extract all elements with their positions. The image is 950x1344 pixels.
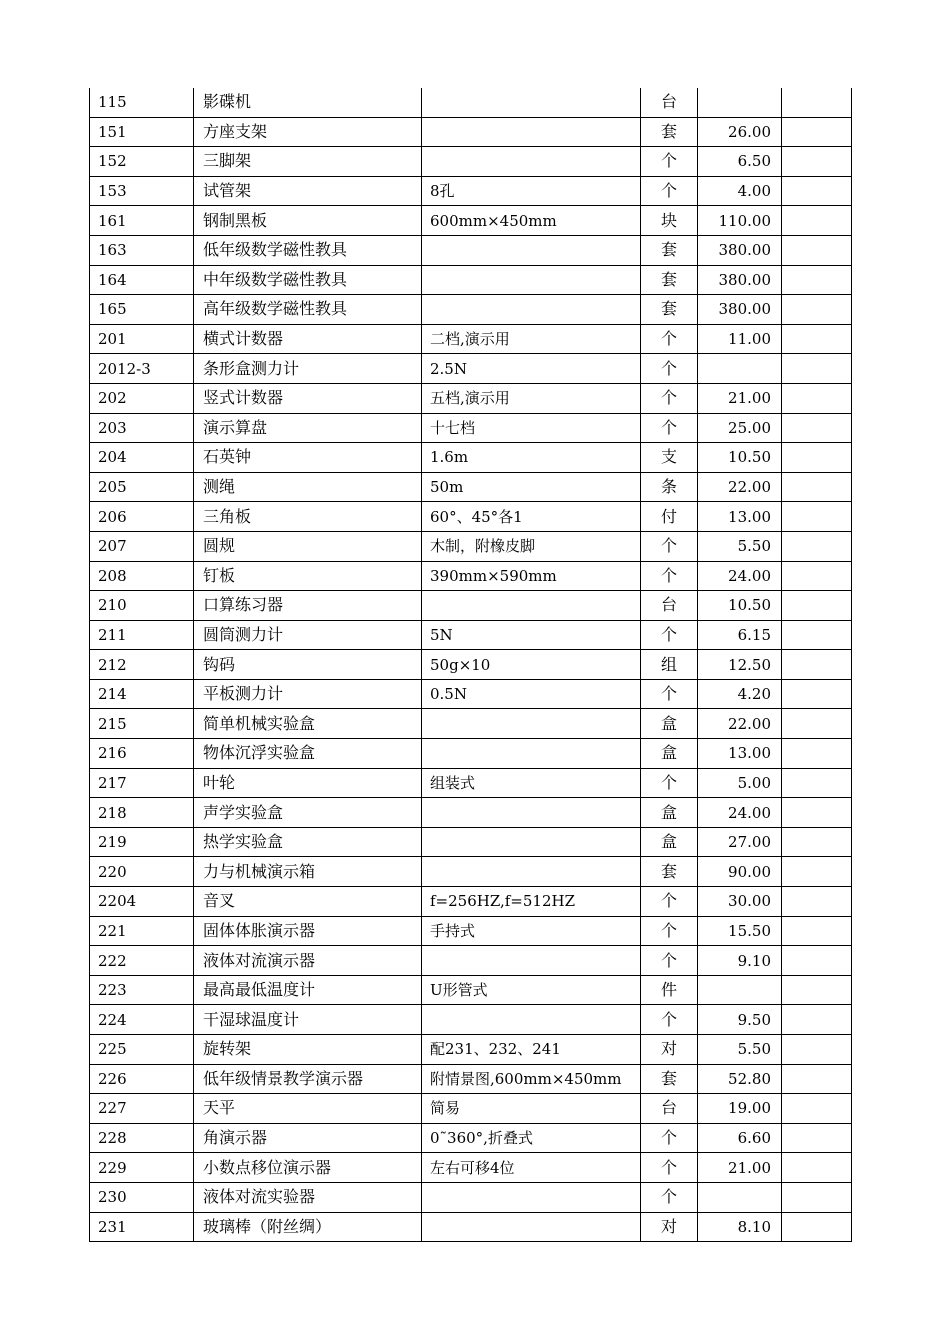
table-row <box>90 798 852 828</box>
item-name-cell: 方座支架 <box>194 117 422 147</box>
item-name-cell: 横式计数器 <box>194 324 422 354</box>
item-code-cell: 208 <box>90 561 194 591</box>
item-price-cell: 4.00 <box>698 176 782 206</box>
item-note-cell <box>782 1123 852 1153</box>
item-note-cell <box>782 591 852 621</box>
item-name-cell: 测绳 <box>194 472 422 502</box>
item-name-cell: 石英钟 <box>194 443 422 473</box>
item-note-cell <box>782 176 852 206</box>
item-unit-cell: 支 <box>641 443 698 473</box>
item-code-cell: 201 <box>90 324 194 354</box>
table-row <box>90 502 852 532</box>
item-price-cell <box>698 975 782 1005</box>
item-price-cell: 25.00 <box>698 413 782 443</box>
table-row <box>90 975 852 1005</box>
table-row <box>90 679 852 709</box>
item-note-cell <box>782 1212 852 1242</box>
item-name-cell: 旋转架 <box>194 1035 422 1065</box>
item-price-cell: 110.00 <box>698 206 782 236</box>
item-price-cell: 4.20 <box>698 679 782 709</box>
item-spec-cell <box>422 117 641 147</box>
table-row <box>90 354 852 384</box>
item-name-cell: 物体沉浮实验盒 <box>194 739 422 769</box>
item-unit-cell: 套 <box>641 235 698 265</box>
item-spec-cell <box>422 1182 641 1212</box>
table-row <box>90 1153 852 1183</box>
item-name-cell: 试管架 <box>194 176 422 206</box>
item-unit-cell: 套 <box>641 295 698 325</box>
item-price-cell: 21.00 <box>698 383 782 413</box>
item-note-cell <box>782 1182 852 1212</box>
item-name-cell: 中年级数学磁性教具 <box>194 265 422 295</box>
item-name-cell: 低年级情景教学演示器 <box>194 1064 422 1094</box>
item-price-cell: 6.15 <box>698 620 782 650</box>
item-unit-cell: 个 <box>641 768 698 798</box>
item-spec-cell: 2.5N <box>422 354 641 384</box>
item-spec-cell: 50m <box>422 472 641 502</box>
item-price-cell: 5.00 <box>698 768 782 798</box>
item-spec-cell <box>422 739 641 769</box>
table-row <box>90 1064 852 1094</box>
item-price-cell: 24.00 <box>698 798 782 828</box>
item-name-cell: 固体体胀演示器 <box>194 916 422 946</box>
item-code-cell: 152 <box>90 147 194 177</box>
item-note-cell <box>782 206 852 236</box>
item-name-cell: 小数点移位演示器 <box>194 1153 422 1183</box>
item-note-cell <box>782 1153 852 1183</box>
item-note-cell <box>782 857 852 887</box>
item-price-cell: 10.50 <box>698 443 782 473</box>
item-price-cell <box>698 88 782 117</box>
table-row <box>90 1035 852 1065</box>
item-note-cell <box>782 354 852 384</box>
item-name-cell: 角演示器 <box>194 1123 422 1153</box>
item-code-cell: 161 <box>90 206 194 236</box>
equipment-price-table <box>89 88 852 1242</box>
item-name-cell: 三脚架 <box>194 147 422 177</box>
item-spec-cell <box>422 88 641 117</box>
item-note-cell <box>782 679 852 709</box>
item-price-cell: 9.10 <box>698 946 782 976</box>
table-row <box>90 739 852 769</box>
item-unit-cell: 台 <box>641 591 698 621</box>
item-unit-cell: 个 <box>641 561 698 591</box>
item-spec-cell: f=256HZ,f=512HZ <box>422 887 641 917</box>
item-price-cell: 22.00 <box>698 472 782 502</box>
item-spec-cell <box>422 295 641 325</box>
item-code-cell: 221 <box>90 916 194 946</box>
table-row <box>90 561 852 591</box>
item-price-cell: 9.50 <box>698 1005 782 1035</box>
item-unit-cell: 个 <box>641 946 698 976</box>
item-code-cell: 217 <box>90 768 194 798</box>
item-price-cell: 10.50 <box>698 591 782 621</box>
item-name-cell: 竖式计数器 <box>194 383 422 413</box>
table-row <box>90 1094 852 1124</box>
item-unit-cell: 个 <box>641 147 698 177</box>
table-row <box>90 295 852 325</box>
item-name-cell: 高年级数学磁性教具 <box>194 295 422 325</box>
item-spec-cell <box>422 235 641 265</box>
item-unit-cell: 个 <box>641 383 698 413</box>
item-unit-cell: 个 <box>641 620 698 650</box>
item-note-cell <box>782 1094 852 1124</box>
table-row <box>90 235 852 265</box>
item-code-cell: 219 <box>90 827 194 857</box>
item-code-cell: 228 <box>90 1123 194 1153</box>
item-unit-cell: 个 <box>641 176 698 206</box>
table-row <box>90 887 852 917</box>
item-name-cell: 天平 <box>194 1094 422 1124</box>
item-price-cell: 13.00 <box>698 739 782 769</box>
item-name-cell: 干湿球温度计 <box>194 1005 422 1035</box>
item-spec-cell: 0.5N <box>422 679 641 709</box>
item-code-cell: 223 <box>90 975 194 1005</box>
item-unit-cell: 个 <box>641 531 698 561</box>
item-code-cell: 151 <box>90 117 194 147</box>
item-unit-cell: 付 <box>641 502 698 532</box>
table-row <box>90 1182 852 1212</box>
item-spec-cell <box>422 591 641 621</box>
item-code-cell: 211 <box>90 620 194 650</box>
item-note-cell <box>782 413 852 443</box>
item-code-cell: 204 <box>90 443 194 473</box>
item-price-cell: 24.00 <box>698 561 782 591</box>
item-code-cell: 202 <box>90 383 194 413</box>
table-row <box>90 206 852 236</box>
item-price-cell: 15.50 <box>698 916 782 946</box>
item-note-cell <box>782 147 852 177</box>
item-code-cell: 164 <box>90 265 194 295</box>
item-name-cell: 叶轮 <box>194 768 422 798</box>
item-name-cell: 口算练习器 <box>194 591 422 621</box>
item-code-cell: 210 <box>90 591 194 621</box>
item-name-cell: 声学实验盒 <box>194 798 422 828</box>
item-unit-cell: 盒 <box>641 709 698 739</box>
item-price-cell: 5.50 <box>698 1035 782 1065</box>
item-spec-cell: 左右可移4位 <box>422 1153 641 1183</box>
item-note-cell <box>782 620 852 650</box>
item-name-cell: 液体对流演示器 <box>194 946 422 976</box>
item-spec-cell <box>422 827 641 857</box>
item-name-cell: 平板测力计 <box>194 679 422 709</box>
table-row <box>90 650 852 680</box>
item-spec-cell: 附情景图,600mm×450mm <box>422 1064 641 1094</box>
item-note-cell <box>782 975 852 1005</box>
item-note-cell <box>782 502 852 532</box>
item-spec-cell: 简易 <box>422 1094 641 1124</box>
item-code-cell: 205 <box>90 472 194 502</box>
item-code-cell: 224 <box>90 1005 194 1035</box>
item-code-cell: 215 <box>90 709 194 739</box>
item-note-cell <box>782 235 852 265</box>
item-note-cell <box>782 472 852 502</box>
item-name-cell: 最高最低温度计 <box>194 975 422 1005</box>
item-name-cell: 影碟机 <box>194 88 422 117</box>
item-spec-cell <box>422 857 641 887</box>
item-name-cell: 音叉 <box>194 887 422 917</box>
item-spec-cell: 组装式 <box>422 768 641 798</box>
table-row <box>90 620 852 650</box>
table-row <box>90 88 852 117</box>
item-price-cell: 5.50 <box>698 531 782 561</box>
item-unit-cell: 个 <box>641 324 698 354</box>
item-name-cell: 条形盒测力计 <box>194 354 422 384</box>
item-price-cell: 52.80 <box>698 1064 782 1094</box>
item-code-cell: 206 <box>90 502 194 532</box>
item-unit-cell: 盒 <box>641 827 698 857</box>
item-spec-cell: 十七档 <box>422 413 641 443</box>
item-name-cell: 演示算盘 <box>194 413 422 443</box>
item-spec-cell: 0˜360°,折叠式 <box>422 1123 641 1153</box>
table-row <box>90 147 852 177</box>
item-code-cell: 115 <box>90 88 194 117</box>
item-code-cell: 212 <box>90 650 194 680</box>
item-unit-cell: 个 <box>641 679 698 709</box>
item-code-cell: 2012-3 <box>90 354 194 384</box>
item-note-cell <box>782 383 852 413</box>
item-note-cell <box>782 1064 852 1094</box>
item-price-cell: 22.00 <box>698 709 782 739</box>
item-unit-cell: 条 <box>641 472 698 502</box>
table-row <box>90 591 852 621</box>
item-note-cell <box>782 443 852 473</box>
item-note-cell <box>782 117 852 147</box>
item-unit-cell: 台 <box>641 1094 698 1124</box>
table-row <box>90 768 852 798</box>
item-code-cell: 153 <box>90 176 194 206</box>
item-code-cell: 222 <box>90 946 194 976</box>
table-row <box>90 827 852 857</box>
item-unit-cell: 个 <box>641 1123 698 1153</box>
table-body <box>90 88 852 1242</box>
item-price-cell: 380.00 <box>698 235 782 265</box>
item-unit-cell: 盒 <box>641 739 698 769</box>
item-note-cell <box>782 1005 852 1035</box>
item-price-cell <box>698 1182 782 1212</box>
item-note-cell <box>782 88 852 117</box>
table-row <box>90 324 852 354</box>
item-spec-cell <box>422 798 641 828</box>
item-code-cell: 216 <box>90 739 194 769</box>
item-name-cell: 钩码 <box>194 650 422 680</box>
item-code-cell: 231 <box>90 1212 194 1242</box>
item-price-cell: 26.00 <box>698 117 782 147</box>
item-price-cell: 19.00 <box>698 1094 782 1124</box>
item-note-cell <box>782 295 852 325</box>
item-code-cell: 214 <box>90 679 194 709</box>
item-unit-cell: 件 <box>641 975 698 1005</box>
item-spec-cell: U形管式 <box>422 975 641 1005</box>
item-price-cell: 90.00 <box>698 857 782 887</box>
item-price-cell <box>698 354 782 384</box>
item-spec-cell: 5N <box>422 620 641 650</box>
table-row <box>90 1005 852 1035</box>
item-unit-cell: 块 <box>641 206 698 236</box>
item-spec-cell <box>422 265 641 295</box>
item-unit-cell: 套 <box>641 1064 698 1094</box>
item-code-cell: 227 <box>90 1094 194 1124</box>
item-name-cell: 钉板 <box>194 561 422 591</box>
item-unit-cell: 个 <box>641 887 698 917</box>
item-code-cell: 203 <box>90 413 194 443</box>
item-spec-cell <box>422 147 641 177</box>
item-unit-cell: 个 <box>641 1005 698 1035</box>
item-spec-cell: 50g×10 <box>422 650 641 680</box>
item-name-cell: 钢制黑板 <box>194 206 422 236</box>
item-note-cell <box>782 827 852 857</box>
table-row <box>90 265 852 295</box>
item-name-cell: 力与机械演示箱 <box>194 857 422 887</box>
item-code-cell: 2204 <box>90 887 194 917</box>
table-row <box>90 413 852 443</box>
item-spec-cell: 二档,演示用 <box>422 324 641 354</box>
item-note-cell <box>782 1035 852 1065</box>
item-spec-cell: 600mm×450mm <box>422 206 641 236</box>
item-code-cell: 218 <box>90 798 194 828</box>
item-unit-cell: 套 <box>641 265 698 295</box>
item-code-cell: 165 <box>90 295 194 325</box>
item-price-cell: 27.00 <box>698 827 782 857</box>
item-spec-cell: 8孔 <box>422 176 641 206</box>
item-unit-cell: 个 <box>641 916 698 946</box>
table-row <box>90 1212 852 1242</box>
item-note-cell <box>782 887 852 917</box>
table-row <box>90 117 852 147</box>
item-note-cell <box>782 561 852 591</box>
table-row <box>90 176 852 206</box>
item-code-cell: 163 <box>90 235 194 265</box>
item-price-cell: 6.50 <box>698 147 782 177</box>
item-unit-cell: 对 <box>641 1035 698 1065</box>
item-spec-cell <box>422 946 641 976</box>
item-price-cell: 12.50 <box>698 650 782 680</box>
table-row <box>90 946 852 976</box>
item-note-cell <box>782 916 852 946</box>
item-code-cell: 225 <box>90 1035 194 1065</box>
item-unit-cell: 台 <box>641 88 698 117</box>
table-row <box>90 383 852 413</box>
item-code-cell: 230 <box>90 1182 194 1212</box>
item-name-cell: 三角板 <box>194 502 422 532</box>
table-row <box>90 709 852 739</box>
item-note-cell <box>782 265 852 295</box>
item-spec-cell: 手持式 <box>422 916 641 946</box>
item-spec-cell <box>422 709 641 739</box>
item-spec-cell <box>422 1212 641 1242</box>
item-code-cell: 226 <box>90 1064 194 1094</box>
table-row <box>90 472 852 502</box>
item-code-cell: 220 <box>90 857 194 887</box>
item-name-cell: 低年级数学磁性教具 <box>194 235 422 265</box>
item-spec-cell: 390mm×590mm <box>422 561 641 591</box>
item-note-cell <box>782 324 852 354</box>
table-row <box>90 916 852 946</box>
item-spec-cell: 60°、45°各1 <box>422 502 641 532</box>
item-price-cell: 6.60 <box>698 1123 782 1153</box>
table-row <box>90 857 852 887</box>
item-spec-cell: 木制，附橡皮脚 <box>422 531 641 561</box>
item-spec-cell <box>422 1005 641 1035</box>
item-name-cell: 液体对流实验器 <box>194 1182 422 1212</box>
item-spec-cell: 五档,演示用 <box>422 383 641 413</box>
table-row <box>90 1123 852 1153</box>
item-price-cell: 21.00 <box>698 1153 782 1183</box>
item-code-cell: 229 <box>90 1153 194 1183</box>
item-unit-cell: 组 <box>641 650 698 680</box>
item-price-cell: 380.00 <box>698 295 782 325</box>
item-note-cell <box>782 798 852 828</box>
item-price-cell: 30.00 <box>698 887 782 917</box>
item-name-cell: 圆筒测力计 <box>194 620 422 650</box>
item-note-cell <box>782 768 852 798</box>
item-unit-cell: 个 <box>641 1153 698 1183</box>
item-price-cell: 11.00 <box>698 324 782 354</box>
item-code-cell: 207 <box>90 531 194 561</box>
item-spec-cell: 配231、232、241 <box>422 1035 641 1065</box>
item-spec-cell: 1.6m <box>422 443 641 473</box>
item-name-cell: 圆规 <box>194 531 422 561</box>
item-unit-cell: 个 <box>641 413 698 443</box>
item-name-cell: 热学实验盒 <box>194 827 422 857</box>
item-unit-cell: 个 <box>641 354 698 384</box>
item-name-cell: 玻璃棒（附丝绸） <box>194 1212 422 1242</box>
table-row <box>90 443 852 473</box>
item-note-cell <box>782 739 852 769</box>
item-price-cell: 13.00 <box>698 502 782 532</box>
table-row <box>90 531 852 561</box>
item-note-cell <box>782 709 852 739</box>
item-name-cell: 简单机械实验盒 <box>194 709 422 739</box>
item-unit-cell: 对 <box>641 1212 698 1242</box>
item-note-cell <box>782 650 852 680</box>
item-price-cell: 380.00 <box>698 265 782 295</box>
item-unit-cell: 个 <box>641 1182 698 1212</box>
item-unit-cell: 盒 <box>641 798 698 828</box>
item-price-cell: 8.10 <box>698 1212 782 1242</box>
item-unit-cell: 套 <box>641 857 698 887</box>
item-unit-cell: 套 <box>641 117 698 147</box>
item-note-cell <box>782 531 852 561</box>
item-note-cell <box>782 946 852 976</box>
